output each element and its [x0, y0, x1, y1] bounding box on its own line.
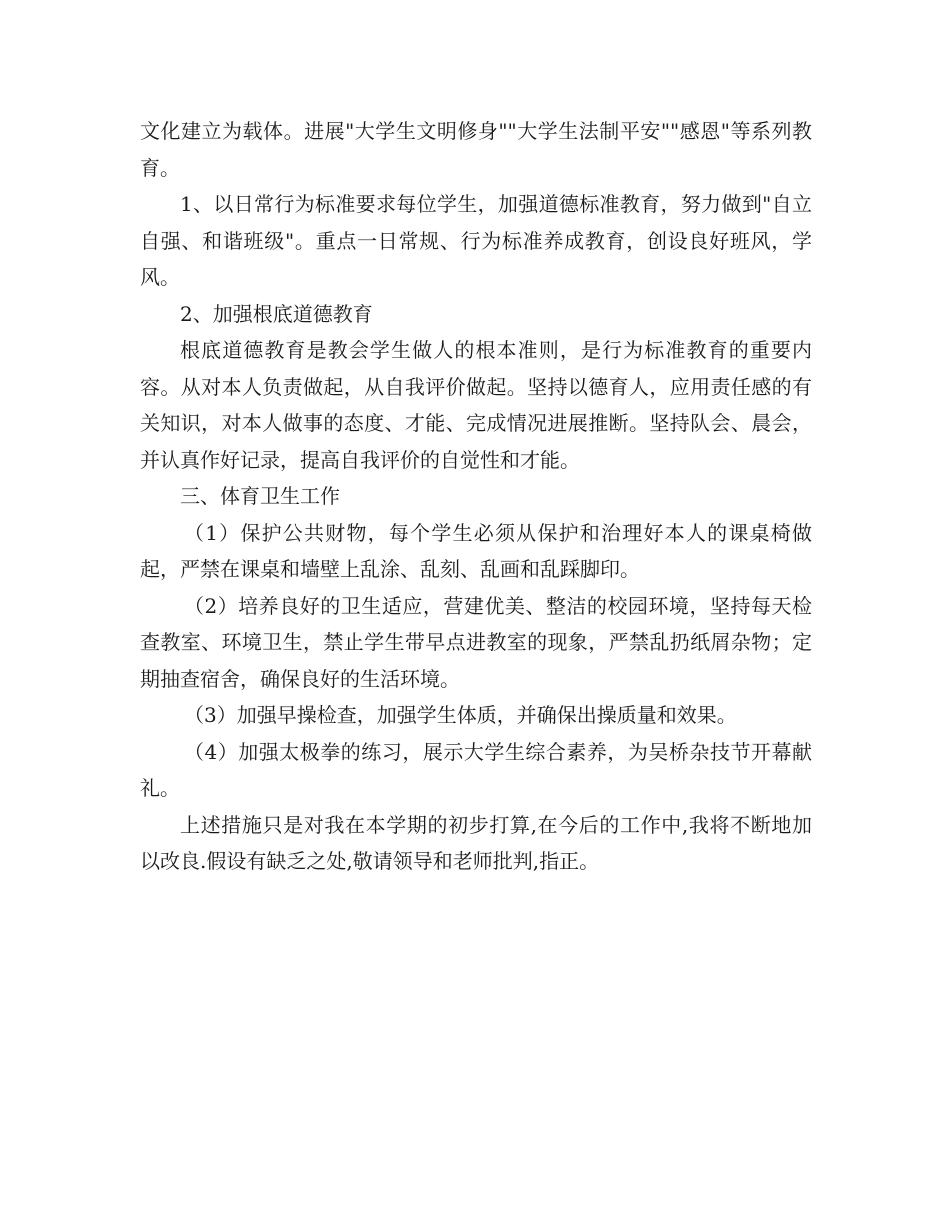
paragraph-intro-continuation: 文化建立为载体。进展"大学生文明修身""大学生法制平安""感恩"等系列教育。 — [140, 119, 812, 180]
paragraph-item-1: 1、以日常行为标准要求每位学生，加强道德标准教育，努力做到"自立自强、和谐班级"。重点一日常规、行为标准养成教育，创设良好班风，学风。 — [140, 192, 812, 289]
list-item-3: （3）加强早操检查，加强学生体质，并确保出操质量和效果。 — [184, 703, 737, 727]
paragraph-closing: 上述措施只是对我在本学期的初步打算,在今后的工作中,我将不断地加以改良.假设有缺乏之处,敬请领导和老师批判,指正。 — [140, 812, 812, 873]
heading-item-2: 2、加强根底道德教育 — [180, 301, 373, 326]
section-heading-sports-hygiene: 三、体育卫生工作 — [180, 484, 340, 508]
list-item-1: （1）保护公共财物，每个学生必须从保护和治理好本人的课桌椅做起，严禁在课桌和墙壁上乱涂、乱刻、乱画和乱踩脚印。 — [140, 520, 812, 581]
document-body — [140, 113, 812, 880]
list-item-2: （2）培养良好的卫生适应，营建优美、整洁的校园环境，坚持每天检查教室、环境卫生，禁止学生带早点进教室的现象，严禁乱扔纸屑杂物；定期抽查宿舍，确保良好的生活环境。 — [140, 593, 812, 691]
list-item-4: （4）加强太极拳的练习，展示大学生综合素养，为吴桥杂技节开幕献礼。 — [140, 739, 812, 800]
paragraph-basic-moral-education: 根底道德教育是教会学生做人的根本准则，是行为标准教育的重要内容。从对本人负责做起，从自我评价做起。坚持以德育人，应用责任感的有关知识，对本人做事的态度、才能、完成情况进展推断。坚持队会、晨会，并认真作好记录，提高自我评价的自觉性和才能。 — [140, 338, 812, 472]
